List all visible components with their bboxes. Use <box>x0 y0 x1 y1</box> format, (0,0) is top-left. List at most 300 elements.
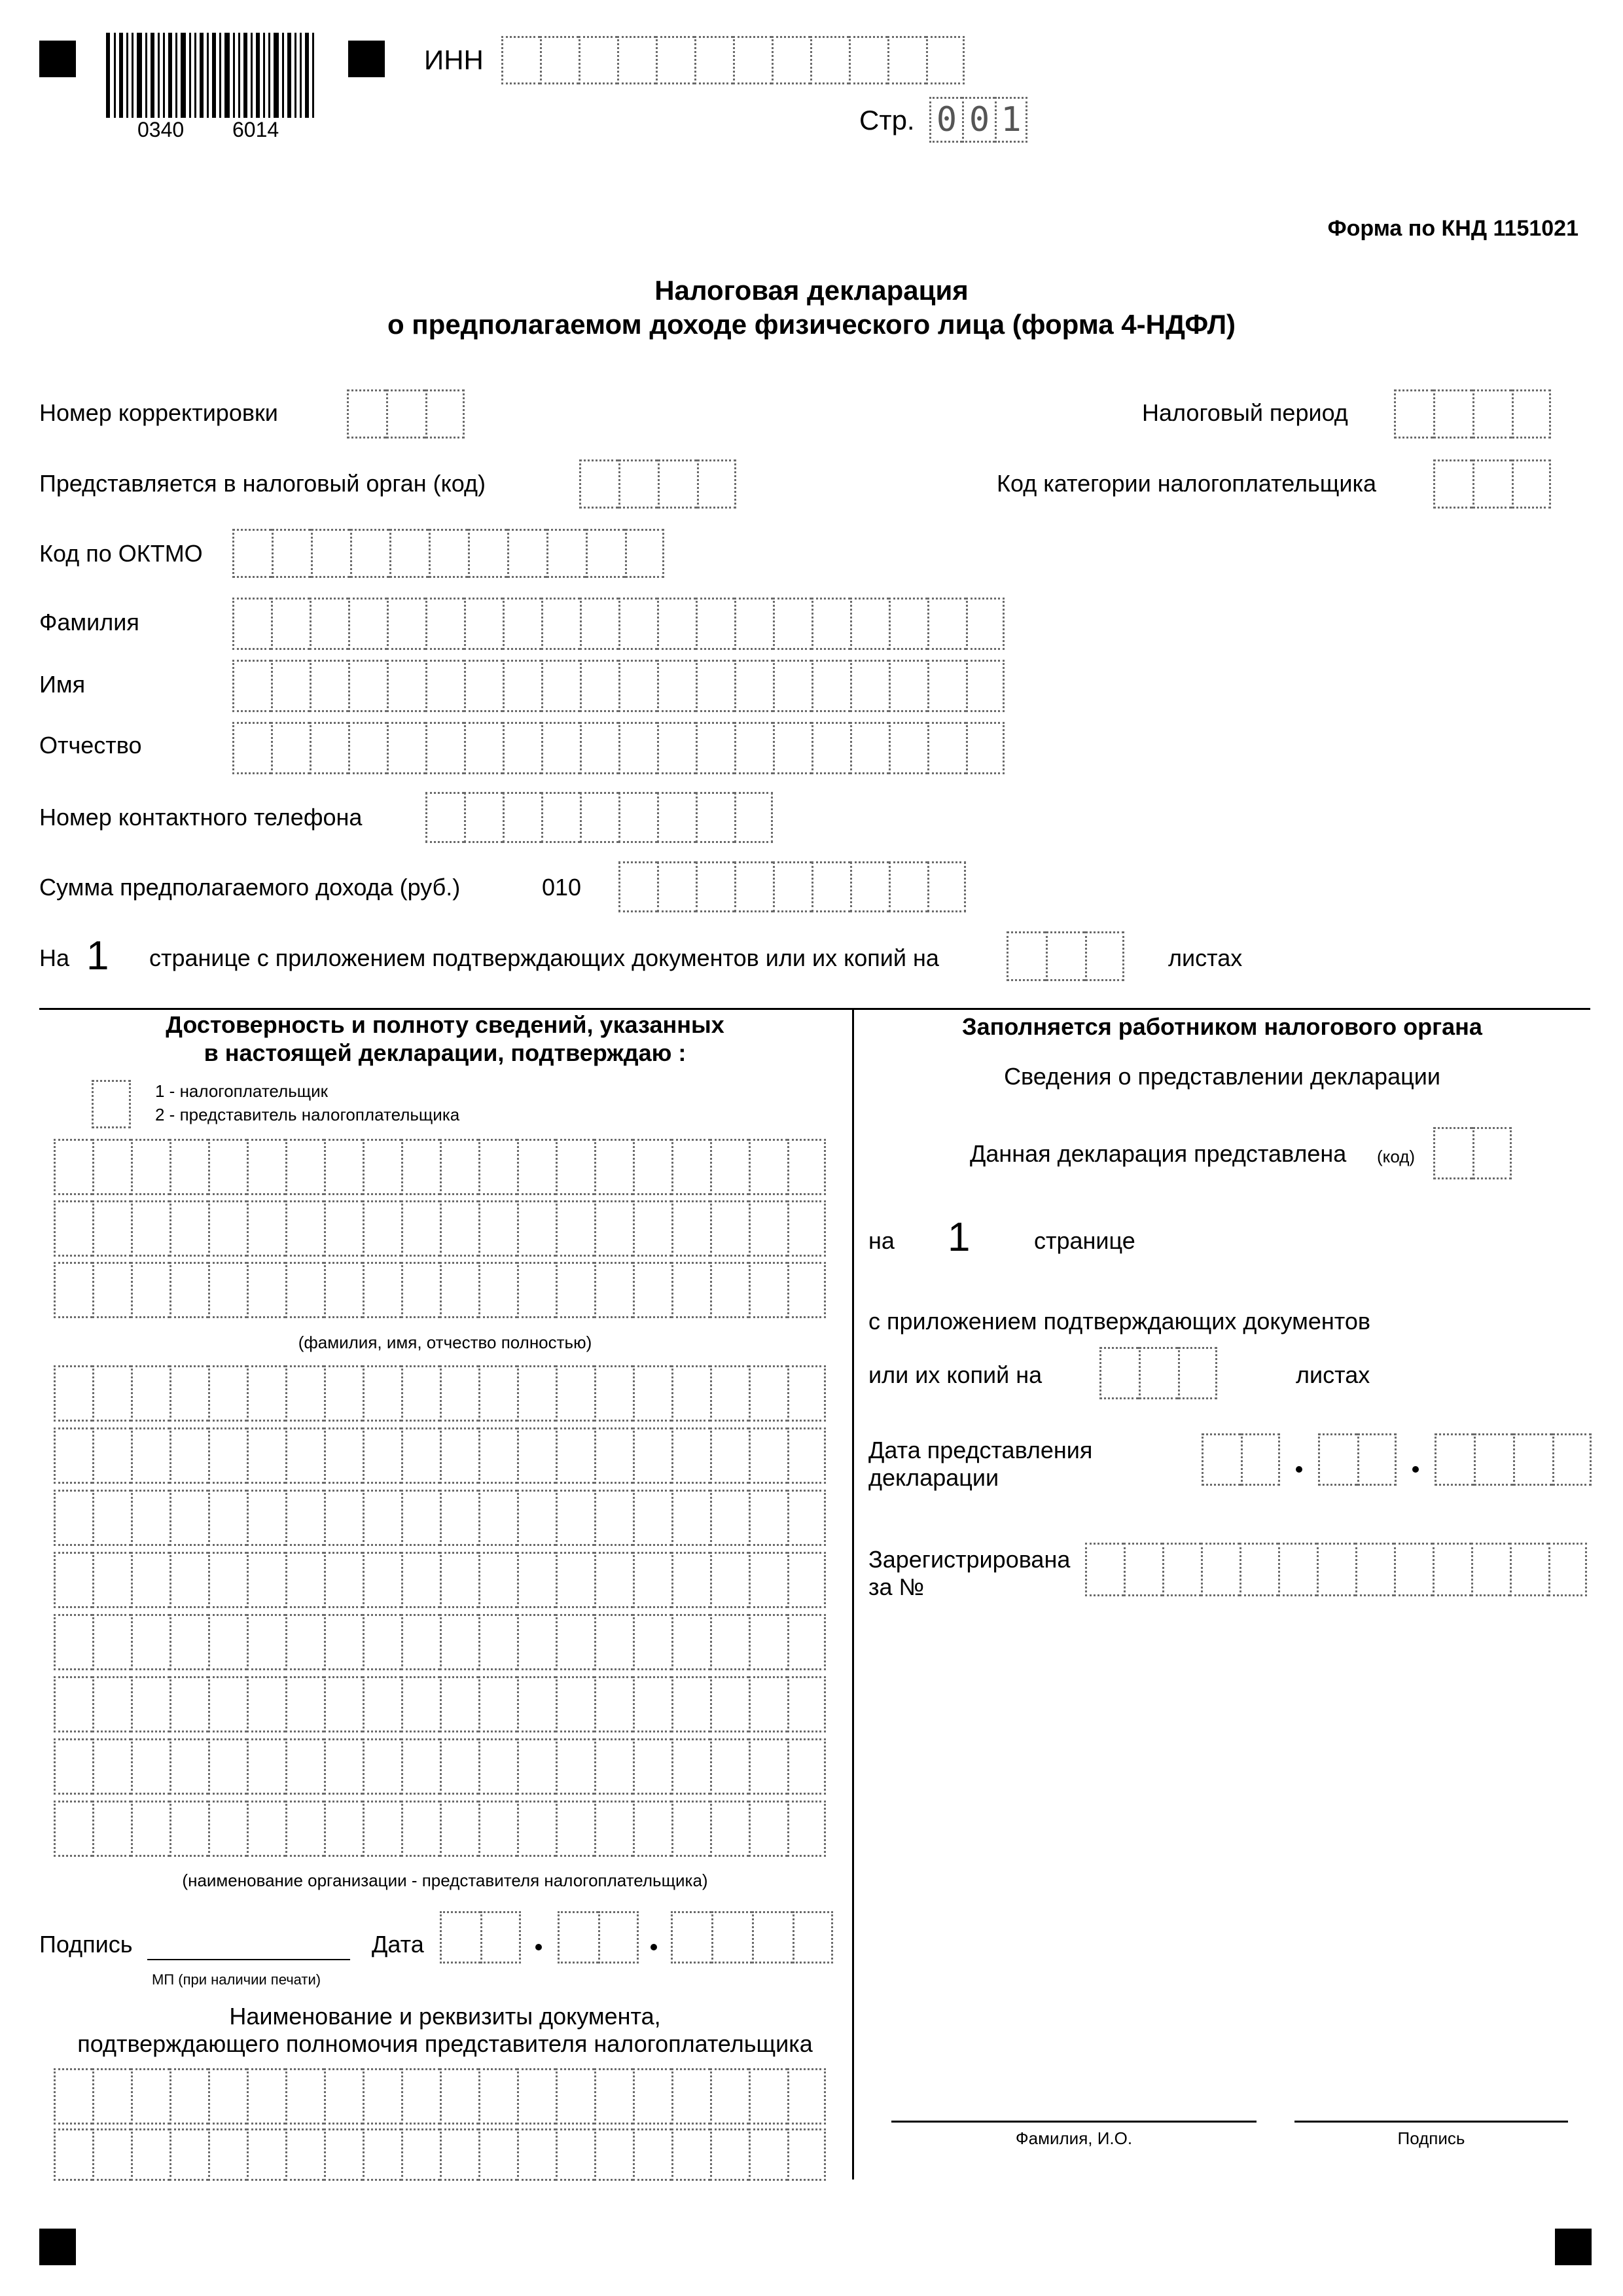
org-name-input-row[interactable] <box>54 1801 826 1857</box>
input-cell[interactable] <box>169 1552 208 1608</box>
input-cell[interactable] <box>657 598 696 650</box>
input-cell[interactable] <box>618 660 657 712</box>
input-cell[interactable] <box>889 722 927 774</box>
input-cell[interactable] <box>618 861 657 912</box>
input-cell[interactable] <box>208 1738 247 1795</box>
input-cell[interactable] <box>131 1801 169 1857</box>
input-cell[interactable] <box>131 1676 169 1732</box>
input-cell[interactable] <box>889 861 927 912</box>
input-cell[interactable] <box>92 1801 131 1857</box>
input-cell[interactable] <box>594 1552 633 1608</box>
input-cell[interactable] <box>1433 459 1472 509</box>
input-cell[interactable] <box>440 1427 478 1484</box>
input-cell[interactable] <box>749 1200 787 1257</box>
input-cell[interactable] <box>387 660 425 712</box>
input-cell[interactable] <box>387 598 425 650</box>
input-cell[interactable] <box>401 1738 440 1795</box>
input-cell[interactable] <box>671 1365 710 1422</box>
input-cell[interactable] <box>425 598 464 650</box>
input-cell[interactable] <box>594 1200 633 1257</box>
input-cell[interactable] <box>363 2128 401 2181</box>
input-cell[interactable] <box>401 1427 440 1484</box>
input-cell[interactable] <box>169 1676 208 1732</box>
input-cell[interactable] <box>401 1262 440 1318</box>
input-cell[interactable] <box>285 2128 324 2181</box>
input-cell[interactable] <box>1394 389 1433 439</box>
input-cell[interactable] <box>324 1200 363 1257</box>
input-cell[interactable] <box>324 2068 363 2125</box>
input-cell[interactable] <box>517 1139 556 1195</box>
input-cell[interactable] <box>966 598 1005 650</box>
input-cell[interactable] <box>285 1490 324 1546</box>
input-cell[interactable] <box>1099 1347 1139 1399</box>
input-cell[interactable] <box>850 861 889 912</box>
input-cell[interactable] <box>54 1262 92 1318</box>
input-cell[interactable] <box>710 1614 749 1670</box>
input-cell[interactable] <box>517 2128 556 2181</box>
submission-code-input[interactable] <box>1433 1127 1512 1179</box>
input-cell[interactable] <box>671 1738 710 1795</box>
input-cell[interactable] <box>1510 1543 1548 1596</box>
input-cell[interactable] <box>324 1676 363 1732</box>
input-cell[interactable] <box>92 2068 131 2125</box>
input-cell[interactable] <box>389 529 429 578</box>
input-cell[interactable] <box>272 529 311 578</box>
input-cell[interactable] <box>787 1427 826 1484</box>
input-cell[interactable] <box>363 1801 401 1857</box>
document-input-row[interactable] <box>54 2068 826 2125</box>
input-cell[interactable] <box>734 598 773 650</box>
submission-date-year-input[interactable] <box>1435 1433 1592 1486</box>
input-cell[interactable] <box>285 1738 324 1795</box>
input-cell[interactable] <box>517 1552 556 1608</box>
org-name-input-row[interactable] <box>54 1427 826 1484</box>
input-cell[interactable] <box>92 1262 131 1318</box>
input-cell[interactable] <box>247 1427 285 1484</box>
input-cell[interactable] <box>324 1614 363 1670</box>
input-cell[interactable] <box>517 2068 556 2125</box>
officer-signature-line[interactable] <box>1294 2121 1568 2123</box>
input-cell[interactable] <box>440 1200 478 1257</box>
input-cell[interactable] <box>927 660 966 712</box>
input-cell[interactable] <box>208 2128 247 2181</box>
input-cell[interactable] <box>1548 1543 1587 1596</box>
patronymic-input[interactable] <box>232 722 1005 774</box>
input-cell[interactable] <box>478 1676 517 1732</box>
input-cell[interactable] <box>1317 1543 1355 1596</box>
input-cell[interactable] <box>517 1614 556 1670</box>
oktmo-input[interactable] <box>232 529 664 578</box>
input-cell[interactable] <box>208 1365 247 1422</box>
input-cell[interactable] <box>618 722 657 774</box>
input-cell[interactable] <box>131 2068 169 2125</box>
input-cell[interactable] <box>285 1427 324 1484</box>
input-cell[interactable] <box>348 722 387 774</box>
input-cell[interactable] <box>232 529 272 578</box>
input-cell[interactable] <box>285 1262 324 1318</box>
phone-input[interactable] <box>425 792 773 843</box>
input-cell[interactable] <box>464 660 503 712</box>
input-cell[interactable] <box>54 2128 92 2181</box>
input-cell[interactable] <box>363 1139 401 1195</box>
input-cell[interactable] <box>503 598 541 650</box>
input-cell[interactable] <box>324 1262 363 1318</box>
input-cell[interactable] <box>556 1427 594 1484</box>
input-cell[interactable] <box>208 1200 247 1257</box>
input-cell[interactable] <box>812 861 850 912</box>
input-cell[interactable] <box>671 1262 710 1318</box>
input-cell[interactable] <box>594 1427 633 1484</box>
org-name-input-row[interactable] <box>54 1365 826 1422</box>
input-cell[interactable] <box>850 722 889 774</box>
input-cell[interactable] <box>1433 389 1472 439</box>
input-cell[interactable] <box>1278 1543 1317 1596</box>
input-cell[interactable] <box>1085 1543 1124 1596</box>
input-cell[interactable] <box>478 1139 517 1195</box>
org-name-input-row[interactable] <box>54 1738 826 1795</box>
input-cell[interactable] <box>324 1490 363 1546</box>
input-cell[interactable] <box>503 660 541 712</box>
input-cell[interactable] <box>131 1139 169 1195</box>
input-cell[interactable] <box>247 2128 285 2181</box>
input-cell[interactable] <box>594 1676 633 1732</box>
input-cell[interactable] <box>749 1490 787 1546</box>
signer-type-input[interactable] <box>92 1080 131 1128</box>
input-cell[interactable] <box>633 1614 671 1670</box>
input-cell[interactable] <box>710 1200 749 1257</box>
input-cell[interactable] <box>556 1676 594 1732</box>
input-cell[interactable] <box>556 2128 594 2181</box>
input-cell[interactable] <box>92 1738 131 1795</box>
input-cell[interactable] <box>247 1262 285 1318</box>
input-cell[interactable] <box>386 389 425 439</box>
input-cell[interactable] <box>749 1676 787 1732</box>
input-cell[interactable] <box>594 2068 633 2125</box>
input-cell[interactable] <box>696 660 734 712</box>
input-cell[interactable] <box>208 1801 247 1857</box>
input-cell[interactable] <box>169 1365 208 1422</box>
income-sum-input[interactable] <box>618 861 966 912</box>
input-cell[interactable] <box>92 2128 131 2181</box>
input-cell[interactable] <box>310 722 348 774</box>
input-cell[interactable] <box>464 792 503 843</box>
input-cell[interactable] <box>517 1427 556 1484</box>
input-cell[interactable] <box>401 1676 440 1732</box>
tax-period-input[interactable] <box>1394 389 1551 439</box>
input-cell[interactable] <box>131 1738 169 1795</box>
input-cell[interactable] <box>92 1614 131 1670</box>
input-cell[interactable] <box>131 1552 169 1608</box>
input-cell[interactable] <box>517 1738 556 1795</box>
input-cell[interactable] <box>247 1801 285 1857</box>
input-cell[interactable] <box>556 1139 594 1195</box>
submission-date-day-input[interactable] <box>1202 1433 1280 1486</box>
sign-date-year-input[interactable] <box>671 1911 833 1964</box>
input-cell[interactable] <box>92 1427 131 1484</box>
sign-date-day-input[interactable] <box>440 1911 521 1964</box>
input-cell[interactable] <box>425 389 465 439</box>
input-cell[interactable] <box>594 1614 633 1670</box>
input-cell[interactable] <box>478 1262 517 1318</box>
input-cell[interactable] <box>671 1911 711 1964</box>
input-cell[interactable] <box>1513 1433 1552 1486</box>
input-cell[interactable] <box>169 1490 208 1546</box>
input-cell[interactable] <box>787 1365 826 1422</box>
org-name-input-row[interactable] <box>54 1552 826 1608</box>
input-cell[interactable] <box>887 36 926 84</box>
officer-name-line[interactable] <box>891 2121 1257 2123</box>
input-cell[interactable] <box>169 1262 208 1318</box>
input-cell[interactable] <box>671 1676 710 1732</box>
input-cell[interactable] <box>440 1676 478 1732</box>
input-cell[interactable] <box>633 2128 671 2181</box>
input-cell[interactable] <box>633 1365 671 1422</box>
input-cell[interactable] <box>710 1676 749 1732</box>
input-cell[interactable] <box>401 1139 440 1195</box>
input-cell[interactable] <box>625 529 664 578</box>
input-cell[interactable] <box>556 1738 594 1795</box>
input-cell[interactable] <box>810 36 849 84</box>
input-cell[interactable] <box>363 1427 401 1484</box>
input-cell[interactable] <box>580 792 618 843</box>
input-cell[interactable] <box>517 1365 556 1422</box>
input-cell[interactable] <box>633 1262 671 1318</box>
input-cell[interactable] <box>478 1738 517 1795</box>
input-cell[interactable] <box>517 1676 556 1732</box>
input-cell[interactable] <box>633 1427 671 1484</box>
input-cell[interactable] <box>440 2068 478 2125</box>
input-cell[interactable] <box>749 1365 787 1422</box>
input-cell[interactable] <box>480 1911 521 1964</box>
input-cell[interactable] <box>54 1490 92 1546</box>
input-cell[interactable] <box>440 1614 478 1670</box>
input-cell[interactable] <box>401 1490 440 1546</box>
input-cell[interactable] <box>633 1676 671 1732</box>
input-cell[interactable] <box>710 1365 749 1422</box>
input-cell[interactable] <box>131 1614 169 1670</box>
input-cell[interactable] <box>247 1614 285 1670</box>
input-cell[interactable] <box>633 2068 671 2125</box>
signature-line[interactable] <box>147 1959 350 1960</box>
input-cell[interactable] <box>232 660 271 712</box>
input-cell[interactable] <box>586 529 625 578</box>
input-cell[interactable] <box>54 2068 92 2125</box>
input-cell[interactable] <box>749 2128 787 2181</box>
input-cell[interactable] <box>54 1200 92 1257</box>
input-cell[interactable] <box>1512 459 1551 509</box>
input-cell[interactable] <box>656 36 694 84</box>
input-cell[interactable] <box>1124 1543 1162 1596</box>
input-cell[interactable] <box>1512 389 1551 439</box>
input-cell[interactable] <box>363 1738 401 1795</box>
input-cell[interactable] <box>464 598 503 650</box>
input-cell[interactable] <box>348 598 387 650</box>
input-cell[interactable] <box>324 1801 363 1857</box>
attachment-sheets-input[interactable] <box>1007 931 1124 981</box>
input-cell[interactable] <box>271 722 310 774</box>
input-cell[interactable] <box>440 1365 478 1422</box>
input-cell[interactable] <box>710 1262 749 1318</box>
input-cell[interactable] <box>580 598 618 650</box>
office-sheets-input[interactable] <box>1099 1347 1217 1399</box>
input-cell[interactable] <box>1139 1347 1178 1399</box>
input-cell[interactable] <box>478 1200 517 1257</box>
input-cell[interactable] <box>440 1262 478 1318</box>
input-cell[interactable] <box>247 1552 285 1608</box>
input-cell[interactable] <box>812 660 850 712</box>
input-cell[interactable] <box>541 792 580 843</box>
input-cell[interactable] <box>749 1738 787 1795</box>
input-cell[interactable] <box>696 598 734 650</box>
input-cell[interactable] <box>710 1490 749 1546</box>
input-cell[interactable] <box>556 1801 594 1857</box>
input-cell[interactable] <box>710 1427 749 1484</box>
input-cell[interactable] <box>232 722 271 774</box>
input-cell[interactable] <box>208 1552 247 1608</box>
input-cell[interactable] <box>926 36 965 84</box>
input-cell[interactable] <box>363 1490 401 1546</box>
input-cell[interactable] <box>92 1139 131 1195</box>
input-cell[interactable] <box>169 2128 208 2181</box>
input-cell[interactable] <box>541 598 580 650</box>
input-cell[interactable] <box>556 1262 594 1318</box>
input-cell[interactable] <box>517 1262 556 1318</box>
input-cell[interactable] <box>401 1801 440 1857</box>
input-cell[interactable] <box>710 2068 749 2125</box>
input-cell[interactable] <box>208 1490 247 1546</box>
input-cell[interactable] <box>1472 1127 1512 1179</box>
input-cell[interactable] <box>285 1365 324 1422</box>
input-cell[interactable] <box>169 2068 208 2125</box>
input-cell[interactable] <box>579 459 618 509</box>
input-cell[interactable] <box>787 1552 826 1608</box>
input-cell[interactable] <box>363 1552 401 1608</box>
input-cell[interactable] <box>710 1738 749 1795</box>
input-cell[interactable] <box>787 1139 826 1195</box>
input-cell[interactable] <box>208 1676 247 1732</box>
input-cell[interactable] <box>633 1552 671 1608</box>
input-cell[interactable] <box>558 1911 598 1964</box>
input-cell[interactable] <box>169 1200 208 1257</box>
input-cell[interactable] <box>1552 1433 1592 1486</box>
input-cell[interactable] <box>671 1490 710 1546</box>
input-cell[interactable] <box>440 1911 480 1964</box>
input-cell[interactable] <box>363 1200 401 1257</box>
submission-date-month-input[interactable] <box>1318 1433 1397 1486</box>
input-cell[interactable] <box>657 861 696 912</box>
input-cell[interactable] <box>363 1676 401 1732</box>
input-cell[interactable] <box>208 1139 247 1195</box>
input-cell[interactable] <box>208 1427 247 1484</box>
input-cell[interactable] <box>618 459 658 509</box>
input-cell[interactable] <box>1085 931 1124 981</box>
input-cell[interactable] <box>657 722 696 774</box>
input-cell[interactable] <box>169 1801 208 1857</box>
org-name-input-row[interactable] <box>54 1614 826 1670</box>
input-cell[interactable] <box>285 1801 324 1857</box>
input-cell[interactable] <box>734 792 773 843</box>
input-cell[interactable] <box>696 861 734 912</box>
input-cell[interactable] <box>966 660 1005 712</box>
input-cell[interactable] <box>468 529 507 578</box>
input-cell[interactable] <box>131 1490 169 1546</box>
input-cell[interactable] <box>657 792 696 843</box>
input-cell[interactable] <box>671 1801 710 1857</box>
inn-input[interactable] <box>501 36 965 84</box>
input-cell[interactable] <box>387 722 425 774</box>
input-cell[interactable] <box>440 1738 478 1795</box>
input-cell[interactable] <box>556 1614 594 1670</box>
input-cell[interactable] <box>787 1676 826 1732</box>
input-cell[interactable] <box>503 722 541 774</box>
input-cell[interactable] <box>594 1139 633 1195</box>
input-cell[interactable] <box>594 1365 633 1422</box>
input-cell[interactable] <box>440 1139 478 1195</box>
input-cell[interactable] <box>633 1139 671 1195</box>
input-cell[interactable] <box>1472 459 1512 509</box>
input-cell[interactable] <box>324 1139 363 1195</box>
input-cell[interactable] <box>1162 1543 1201 1596</box>
input-cell[interactable] <box>425 722 464 774</box>
input-cell[interactable] <box>247 1676 285 1732</box>
input-cell[interactable] <box>271 598 310 650</box>
input-cell[interactable] <box>247 1365 285 1422</box>
input-cell[interactable] <box>401 1614 440 1670</box>
input-cell[interactable] <box>54 1738 92 1795</box>
input-cell[interactable] <box>594 1738 633 1795</box>
input-cell[interactable] <box>131 1262 169 1318</box>
input-cell[interactable] <box>285 1200 324 1257</box>
input-cell[interactable] <box>773 861 812 912</box>
input-cell[interactable] <box>734 861 773 912</box>
input-cell[interactable] <box>1202 1433 1241 1486</box>
input-cell[interactable] <box>208 1262 247 1318</box>
input-cell[interactable] <box>363 1262 401 1318</box>
input-cell[interactable] <box>556 1552 594 1608</box>
input-cell[interactable] <box>1474 1433 1513 1486</box>
input-cell[interactable] <box>169 1427 208 1484</box>
input-cell[interactable] <box>311 529 350 578</box>
input-cell[interactable] <box>92 1676 131 1732</box>
input-cell[interactable] <box>1472 389 1512 439</box>
signer-fio-input-row[interactable] <box>54 1200 826 1257</box>
input-cell[interactable] <box>1046 931 1085 981</box>
input-cell[interactable] <box>1433 1543 1471 1596</box>
input-cell[interactable] <box>671 1200 710 1257</box>
input-cell[interactable] <box>734 660 773 712</box>
input-cell[interactable] <box>556 1200 594 1257</box>
input-cell[interactable] <box>812 598 850 650</box>
input-cell[interactable] <box>749 1801 787 1857</box>
input-cell[interactable] <box>711 1911 752 1964</box>
signer-fio-input-row[interactable] <box>54 1139 826 1195</box>
input-cell[interactable] <box>131 1200 169 1257</box>
input-cell[interactable] <box>1357 1433 1397 1486</box>
input-cell[interactable] <box>425 660 464 712</box>
input-cell[interactable] <box>671 1552 710 1608</box>
input-cell[interactable] <box>401 2068 440 2125</box>
input-cell[interactable] <box>787 1262 826 1318</box>
input-cell[interactable] <box>787 2068 826 2125</box>
input-cell[interactable] <box>812 722 850 774</box>
input-cell[interactable] <box>478 1552 517 1608</box>
input-cell[interactable] <box>92 1365 131 1422</box>
input-cell[interactable] <box>92 1080 131 1128</box>
input-cell[interactable] <box>696 792 734 843</box>
input-cell[interactable] <box>749 1614 787 1670</box>
org-name-input-row[interactable] <box>54 1490 826 1546</box>
input-cell[interactable] <box>507 529 546 578</box>
